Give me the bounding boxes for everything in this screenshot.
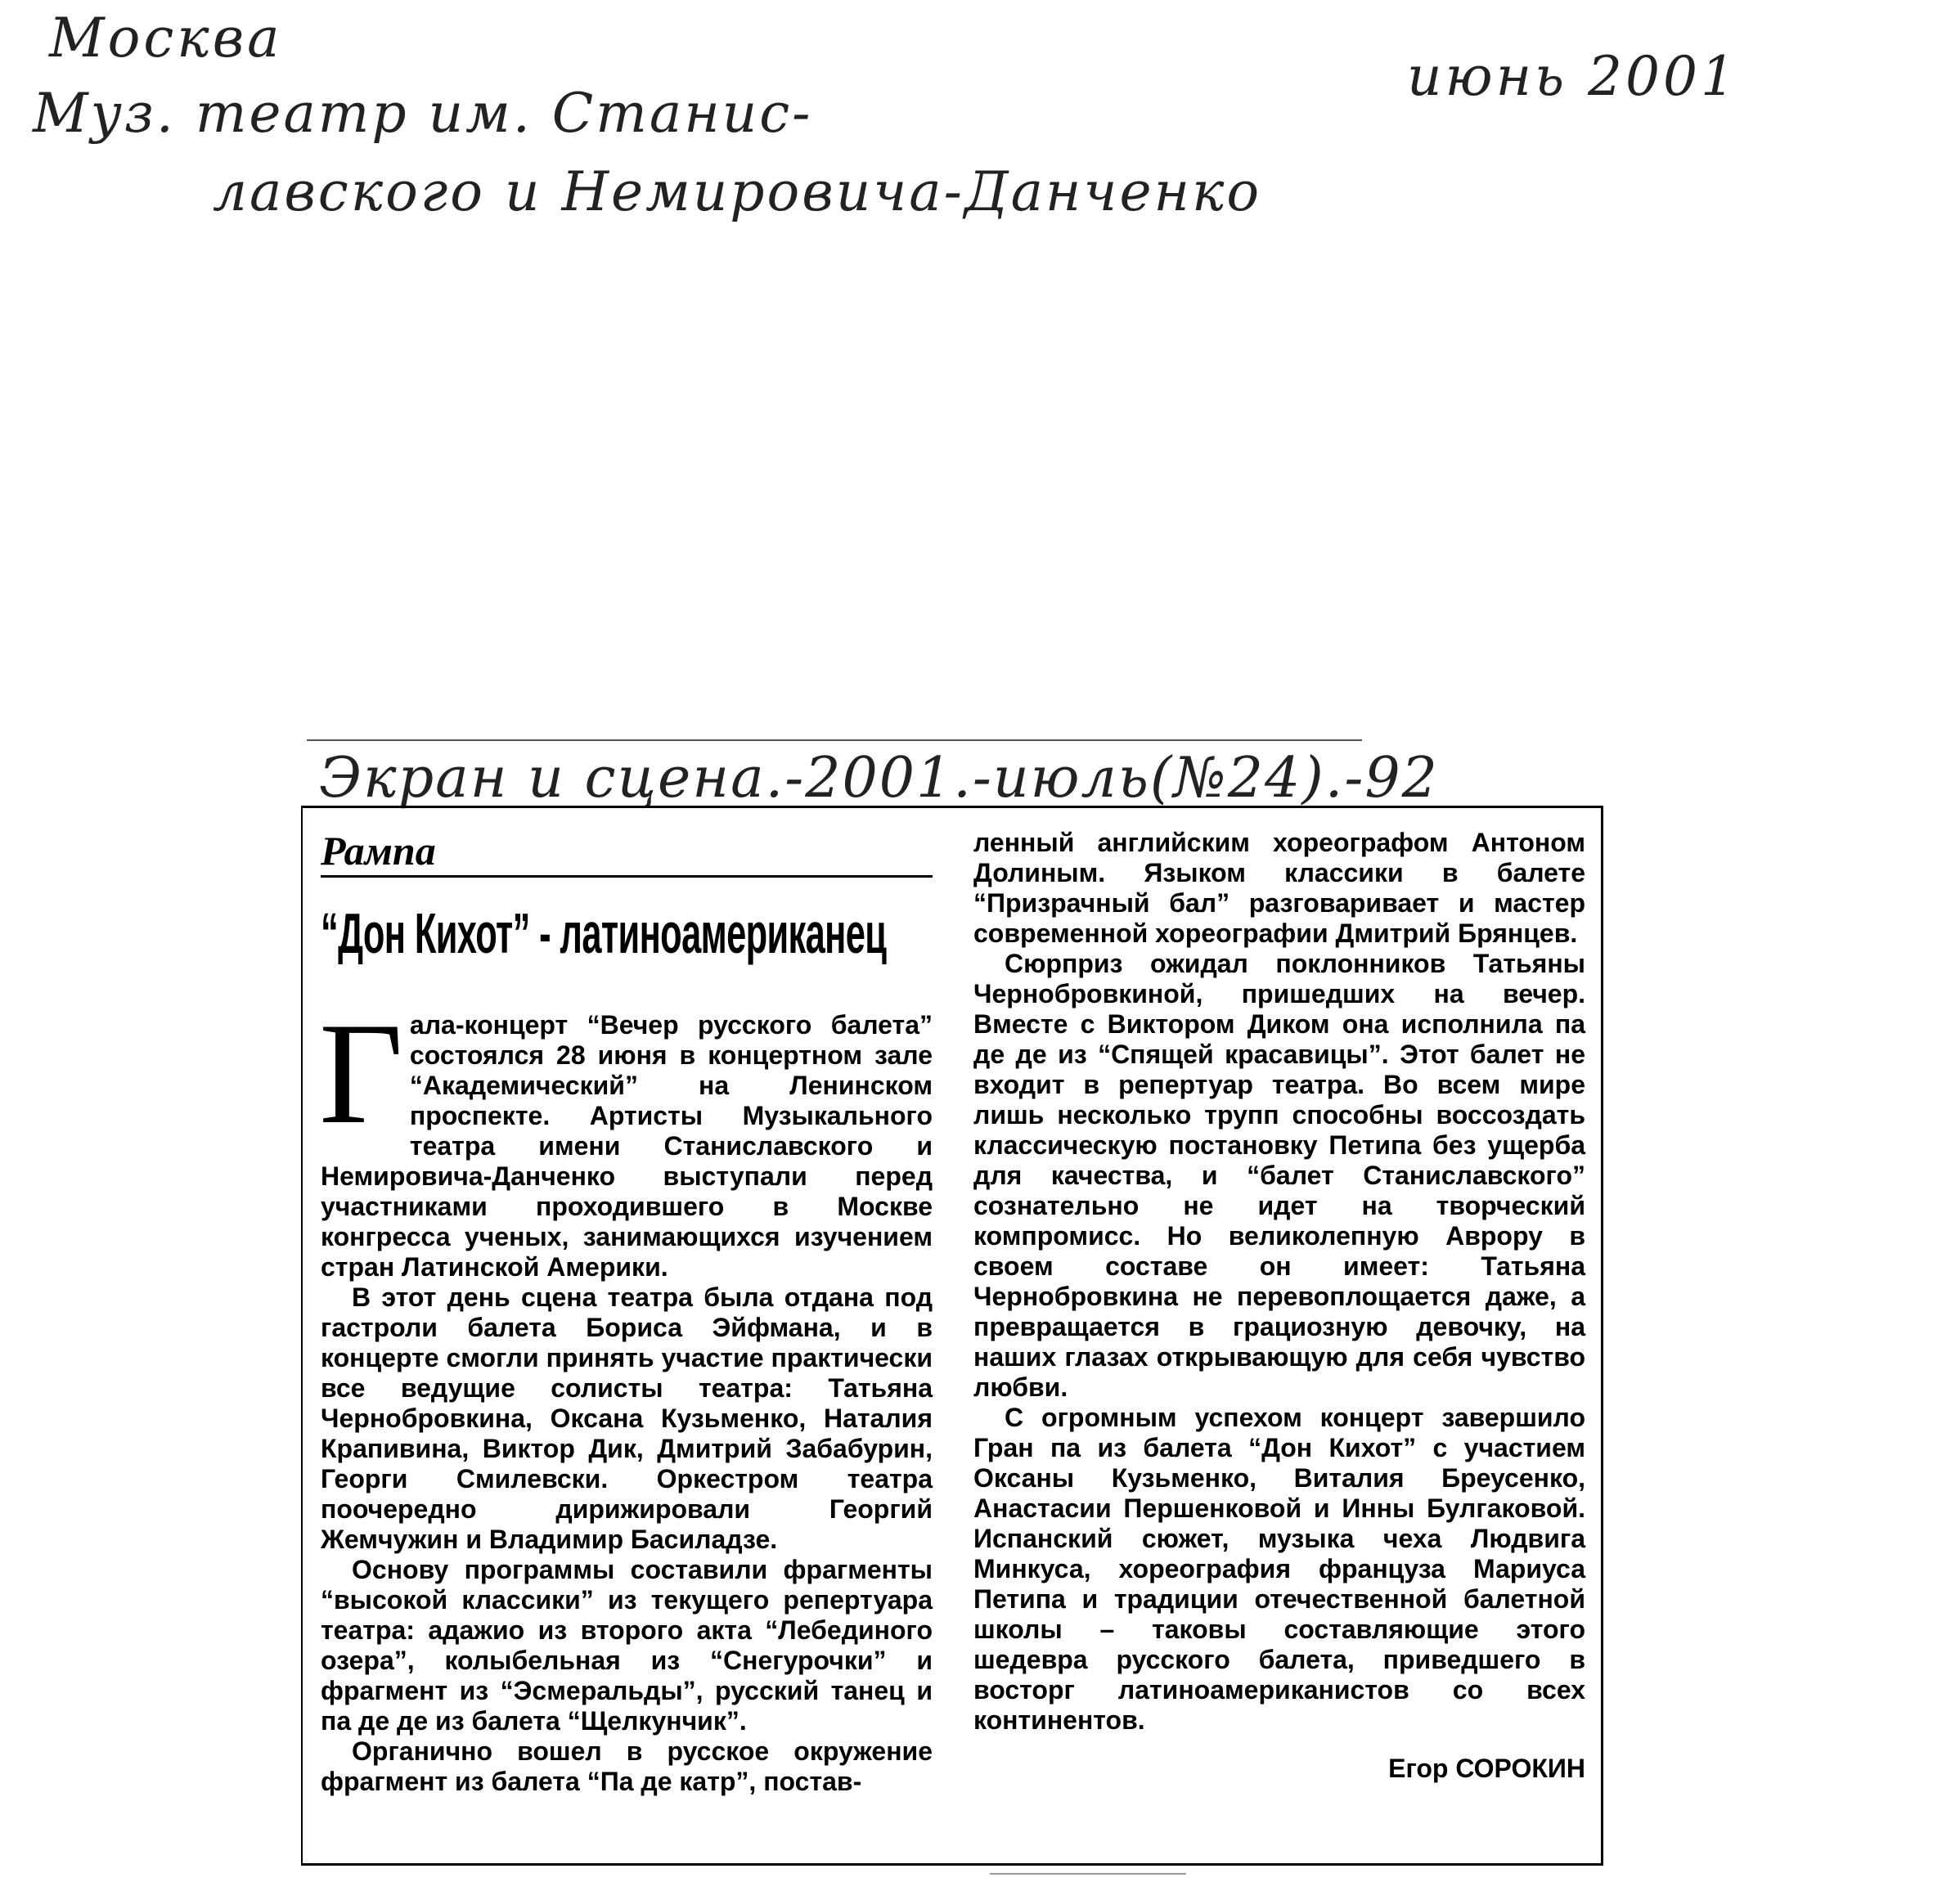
- drop-cap: Г: [319, 992, 403, 1154]
- article-headline: “Дон Кихот” - латиноамериканец: [321, 901, 887, 965]
- handwritten-source-note: Экран и сцена.-2001.-июль(№24).-92: [319, 746, 1439, 811]
- article-column-left: [321, 828, 933, 1797]
- handwritten-date-note: июнь 2001: [1407, 45, 1738, 108]
- newspaper-clipping: [301, 806, 1603, 1866]
- article-paragraph-1: [319, 992, 933, 1282]
- article-paragraph-4-end: ленный английским хореографом Антоном Долиным. Языком классики в балете “Призрачный бал” разговаривает и мастер современной хореографии Дмитрий Брянцев.: [973, 828, 1585, 948]
- article-paragraph-3: Основу программы составили фрагменты “высокой классики” из текущего репертуара театра: адажио из второго акта “Лебединого озера”, колыбельная из “Снегурочки” и фрагмент из “Эсмеральды”, русский танец и па де де из балета “Щелкунчик”.: [321, 1555, 933, 1736]
- bottom-rule: [990, 1873, 1186, 1875]
- paragraph-1-text: ала-концерт “Вечер русского балета” состоялся 28 июня в концертном зале “Академический” на Ленинском проспекте. Артисты Музыкального театра имени Станиславского и Немировича-Данченко выступали перед участниками проходившего в Москве конгресса ученых, занимающихся изучением стран Латинской Америки.: [321, 1010, 933, 1282]
- author-byline: Егор СОРОКИН: [1388, 1754, 1585, 1783]
- handwritten-city-note: Москва: [49, 7, 283, 70]
- article-paragraph-6: С огромным успехом концерт завершило Гран па из балета “Дон Кихот” с участием Оксаны Кузьменко, Виталия Бреусенко, Анастасии Першенковой и Инны Булгаковой. Испанский сюжет, музыка чеха Людвига Минкуса, хореография француза Мариуса Петипа и традиции отечественной балетной школы – таковы составляющие этого шедевра русского балета, приведшего в восторг латиноамериканистов со всех континентов.: [973, 1403, 1585, 1735]
- handwritten-theatre-note-line2: лавского и Немировича-Данченко: [213, 160, 1262, 223]
- article-column-right: [973, 828, 1585, 1785]
- handwritten-theatre-note-line1: Муз. театр им. Станис-: [33, 82, 813, 145]
- rubric-label: Рампа: [321, 828, 933, 878]
- article-paragraph-5: Сюрприз ожидал поклонников Татьяны Чернобровкиной, пришедших на вечер. Вместе с Виктором Диком она исполнила па де де из “Спящей красавицы”. Этот балет не входит в репертуар театра. Во всем мире лишь несколько трупп способны воссоздать классическую постановку Петипа без ущерба для качества, и “балет Станиславского” сознательно не идет на творческий компромисс. Но великолепную Аврору в своем составе он имеет: Татьяна Чернобровкина не перевоплощается даже, а превращается в грациозную девочку, на наших глазах открывающую для себя чувство любви.: [973, 949, 1585, 1402]
- top-rule: [307, 739, 1362, 741]
- article-paragraph-4-start: Органично вошел в русское окружение фрагмент из балета “Па де катр”, постав-: [321, 1736, 933, 1796]
- article-paragraph-2: В этот день сцена театра была отдана под гастроли балета Бориса Эйфмана, и в концерте смогли принять участие практически все ведущие солисты театра: Татьяна Чернобровкина, Оксана Кузьменко, Наталия Крапивина, Виктор Дик, Дмитрий Забабурин, Георги Смилевски. Оркестром театра поочередно дирижировали Георгий Жемчужин и Владимир Басиладзе.: [321, 1282, 933, 1554]
